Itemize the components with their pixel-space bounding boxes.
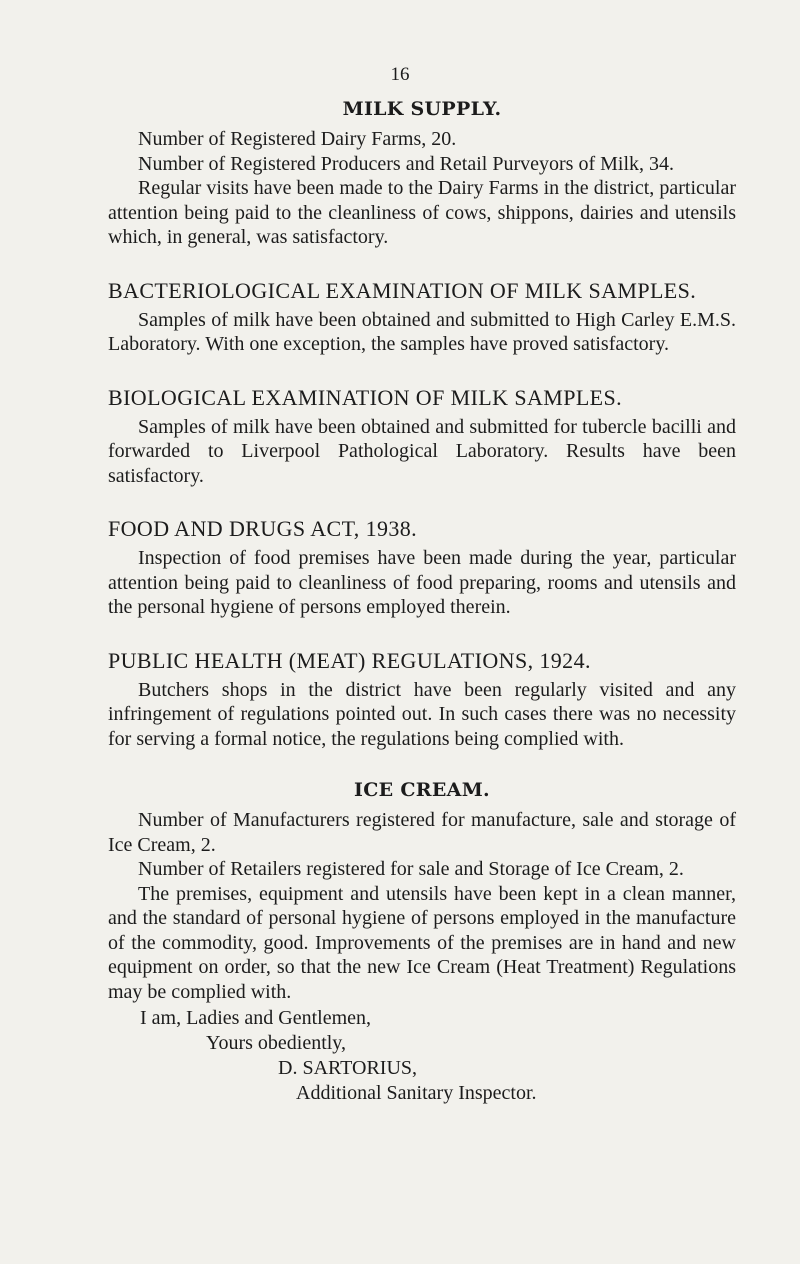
signatory-name: D. SARTORIUS, bbox=[278, 1057, 418, 1079]
salutation: I am, Ladies and Gentlemen, bbox=[140, 1007, 372, 1029]
meat-regulations-paragraph: Butchers shops in the district have been regularly visited and any infringement of regulations pointed out. In such cases there was no necessity for serving a formal notice, the regulations being complied with. bbox=[108, 678, 736, 750]
food-drugs-heading: FOOD AND DRUGS ACT, 1938. bbox=[108, 516, 418, 541]
ice-cream-manufacturers-line: Number of Manufacturers registered for manufacture, sale and storage of Ice Cream, 2. bbox=[108, 809, 736, 856]
food-drugs-section bbox=[108, 516, 736, 620]
biological-paragraph: Samples of milk have been obtained and submitted for tubercle bacilli and forwarded to Liverpool Pathological Laboratory. Results have been satisfactory. bbox=[108, 415, 736, 487]
signatory-title: Additional Sanitary Inspector. bbox=[296, 1082, 537, 1104]
registered-dairy-farms-line: Number of Registered Dairy Farms, 20. bbox=[138, 128, 457, 150]
registered-producers-line: Number of Registered Producers and Retail Purveyors of Milk, 34. bbox=[138, 152, 675, 175]
ice-cream-premises-paragraph: The premises, equipment and utensils have been kept in a clean manner, and the standard of personal hygiene of persons employed in the manufacture of the commodity, good. Improvements of the premises are in hand and new equipment on order, so that the new Ice Cream (Heat Treatment) Regulations may be complied with. bbox=[108, 882, 736, 1003]
meat-regulations-section bbox=[108, 648, 736, 752]
dairy-visits-paragraph: Regular visits have been made to the Dairy Farms in the district, particular attention being paid to the cleanliness of cows, shippons, dairies and utensils which, in general, was satisfactory. bbox=[108, 177, 736, 248]
ice-cream-retailers-line: Number of Retailers registered for sale and Storage of Ice Cream, 2. bbox=[138, 858, 684, 880]
page-number: 16 bbox=[390, 64, 410, 85]
ice-cream-heading: ICE CREAM. bbox=[354, 779, 490, 801]
closing: Yours obediently, bbox=[206, 1032, 347, 1054]
biological-heading: BIOLOGICAL EXAMINATION OF MILK SAMPLES. bbox=[108, 384, 623, 410]
bacteriological-heading: BACTERIOLOGICAL EXAMINATION OF MILK SAMPLES. bbox=[108, 277, 697, 303]
bacteriological-section bbox=[108, 278, 736, 357]
bacteriological-paragraph: Samples of milk have been obtained and submitted to High Carley E.M.S. Laboratory. With one exception, the samples have proved satisfactory. bbox=[108, 308, 736, 355]
biological-section bbox=[108, 385, 736, 489]
milk-supply-heading: MILK SUPPLY. bbox=[342, 98, 502, 120]
ice-cream-section bbox=[108, 779, 736, 1004]
report-body bbox=[108, 98, 736, 1106]
milk-supply-section bbox=[108, 98, 736, 250]
meat-regulations-heading: PUBLIC HEALTH (MEAT) REGULATIONS, 1924. bbox=[108, 647, 591, 673]
food-drugs-paragraph: Inspection of food premises have been made during the year, particular attention being paid to cleanliness of food preparing, rooms and utensils and the personal hygiene of persons employed therein. bbox=[108, 547, 736, 618]
signoff-block bbox=[108, 1006, 736, 1106]
